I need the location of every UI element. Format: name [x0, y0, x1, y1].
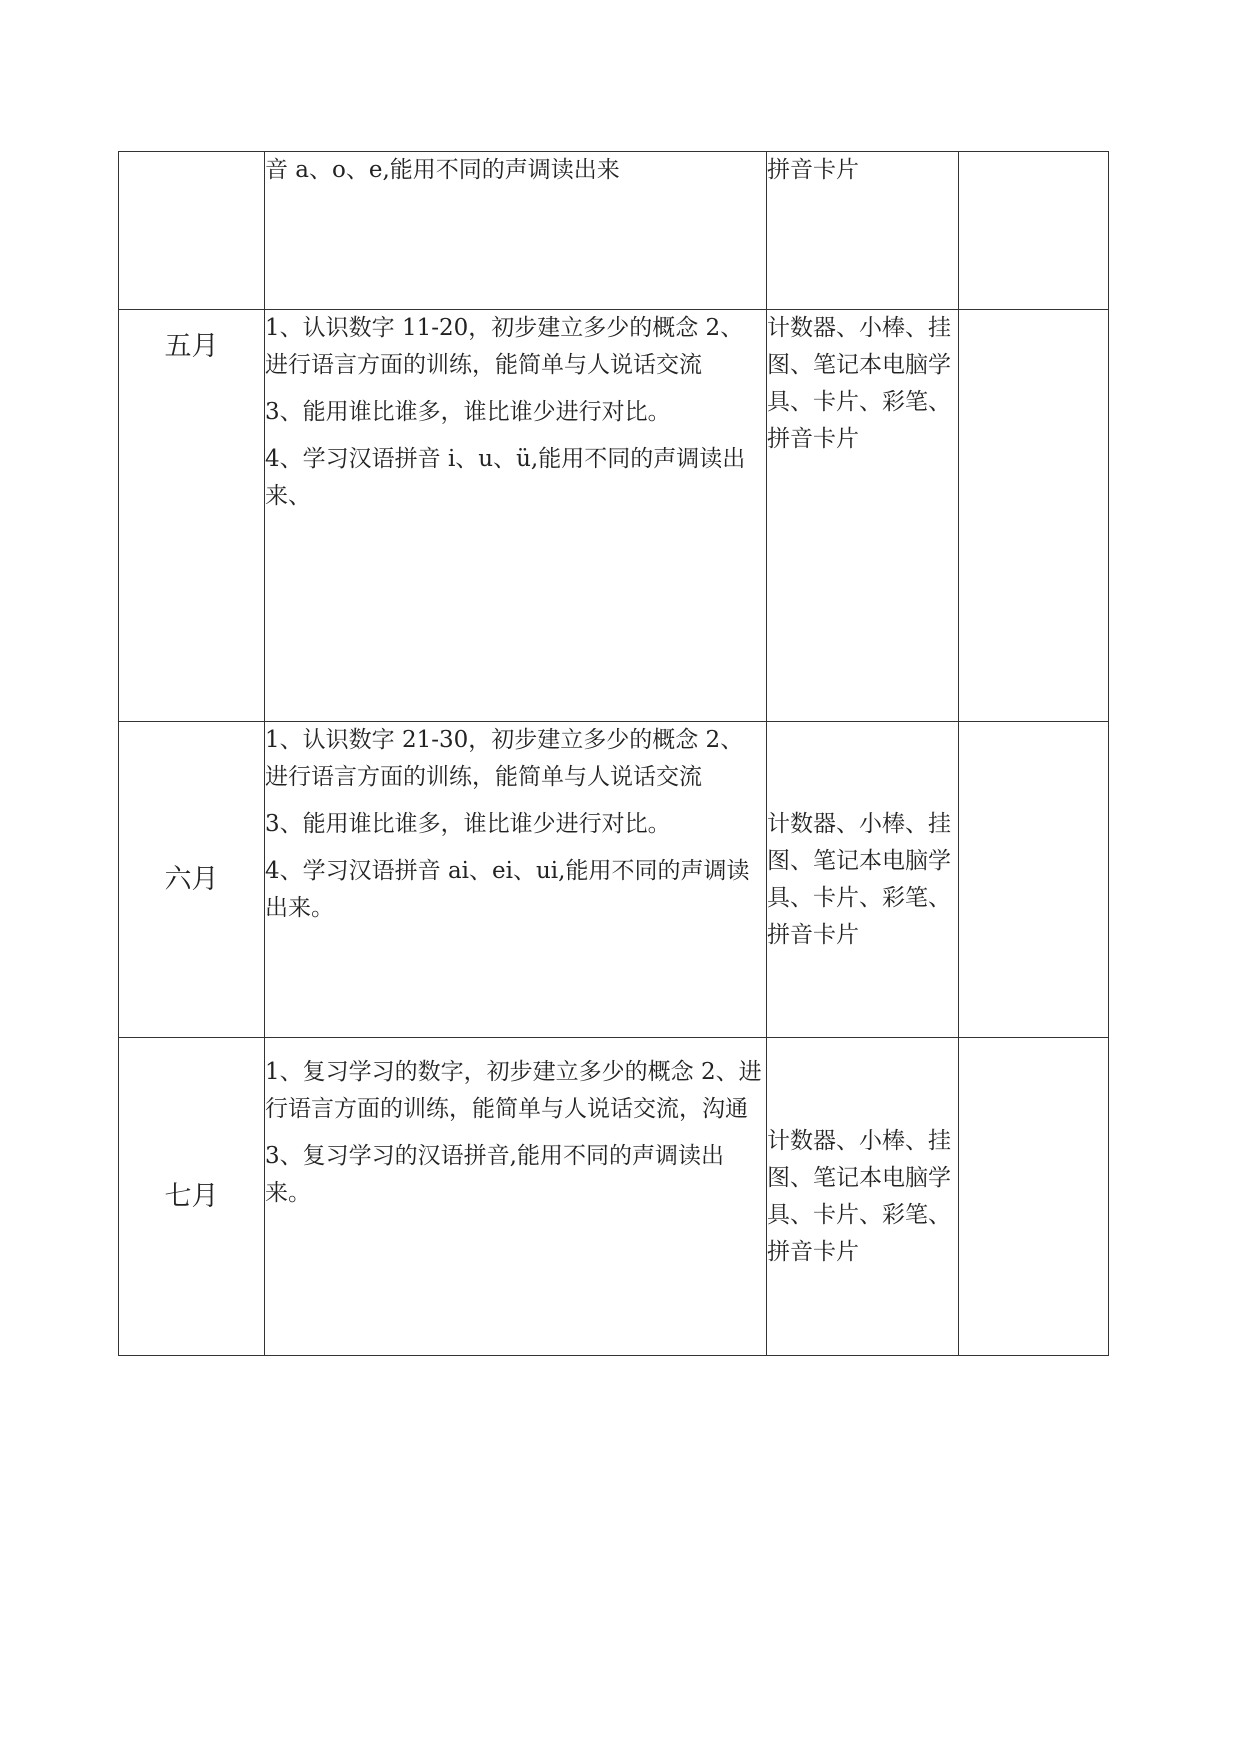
month-label: 七月: [164, 1181, 219, 1212]
content-paragraph: 4、学习汉语拼音 ai、ei、ui,能用不同的声调读出来。: [265, 858, 750, 921]
materials-cell: [767, 1038, 959, 1356]
materials-text: 计数器、小棒、挂图、笔记本电脑学具、卡片、彩笔、拼音卡片: [767, 1127, 951, 1265]
notes-cell: [959, 310, 1109, 722]
materials-cell: [767, 722, 959, 1038]
notes-cell: [959, 722, 1109, 1038]
month-cell: [119, 152, 265, 310]
content-paragraph: 音 a、o、e,能用不同的声调读出来: [265, 157, 620, 183]
content-paragraph: 3、复习学习的汉语拼音,能用不同的声调读出来。: [265, 1143, 724, 1206]
notes-cell: [959, 1038, 1109, 1356]
content-paragraph: 1、认识数字 21-30，初步建立多少的概念 2、进行语言方面的训练，能简单与人说话交流: [265, 727, 744, 790]
content-cell: [265, 722, 767, 1038]
content-cell: [265, 1038, 767, 1356]
month-label: 六月: [164, 864, 219, 895]
content-paragraph: 1、认识数字 11-20，初步建立多少的概念 2、进行语言方面的训练，能简单与人说话交流: [265, 315, 744, 378]
materials-text: 计数器、小棒、挂图、笔记本电脑学具、卡片、彩笔、拼音卡片: [767, 315, 951, 452]
notes-cell: [959, 152, 1109, 310]
materials-cell: [767, 152, 959, 310]
table-row: [119, 310, 1109, 722]
materials-text: 计数器、小棒、挂图、笔记本电脑学具、卡片、彩笔、拼音卡片: [767, 810, 951, 948]
materials-cell: [767, 310, 959, 722]
month-cell: [119, 722, 265, 1038]
content-cell: [265, 152, 767, 310]
content-paragraph: 3、能用谁比谁多，谁比谁少进行对比。: [265, 811, 671, 837]
month-cell: [119, 1038, 265, 1356]
monthly-plan-table: [118, 151, 1109, 1356]
content-paragraph: 1、复习学习的数字，初步建立多少的概念 2、进行语言方面的训练，能简单与人说话交流，沟通: [265, 1059, 762, 1122]
content-paragraph: 4、学习汉语拼音 i、u、ü,能用不同的声调读出来、: [265, 446, 746, 509]
month-cell: [119, 310, 265, 722]
content-paragraph: 3、能用谁比谁多，谁比谁少进行对比。: [265, 399, 671, 425]
table-row: [119, 722, 1109, 1038]
table-row: [119, 152, 1109, 310]
table-row: [119, 1038, 1109, 1356]
content-cell: [265, 310, 767, 722]
materials-text: 拼音卡片: [767, 157, 859, 183]
month-label: 五月: [164, 331, 219, 362]
